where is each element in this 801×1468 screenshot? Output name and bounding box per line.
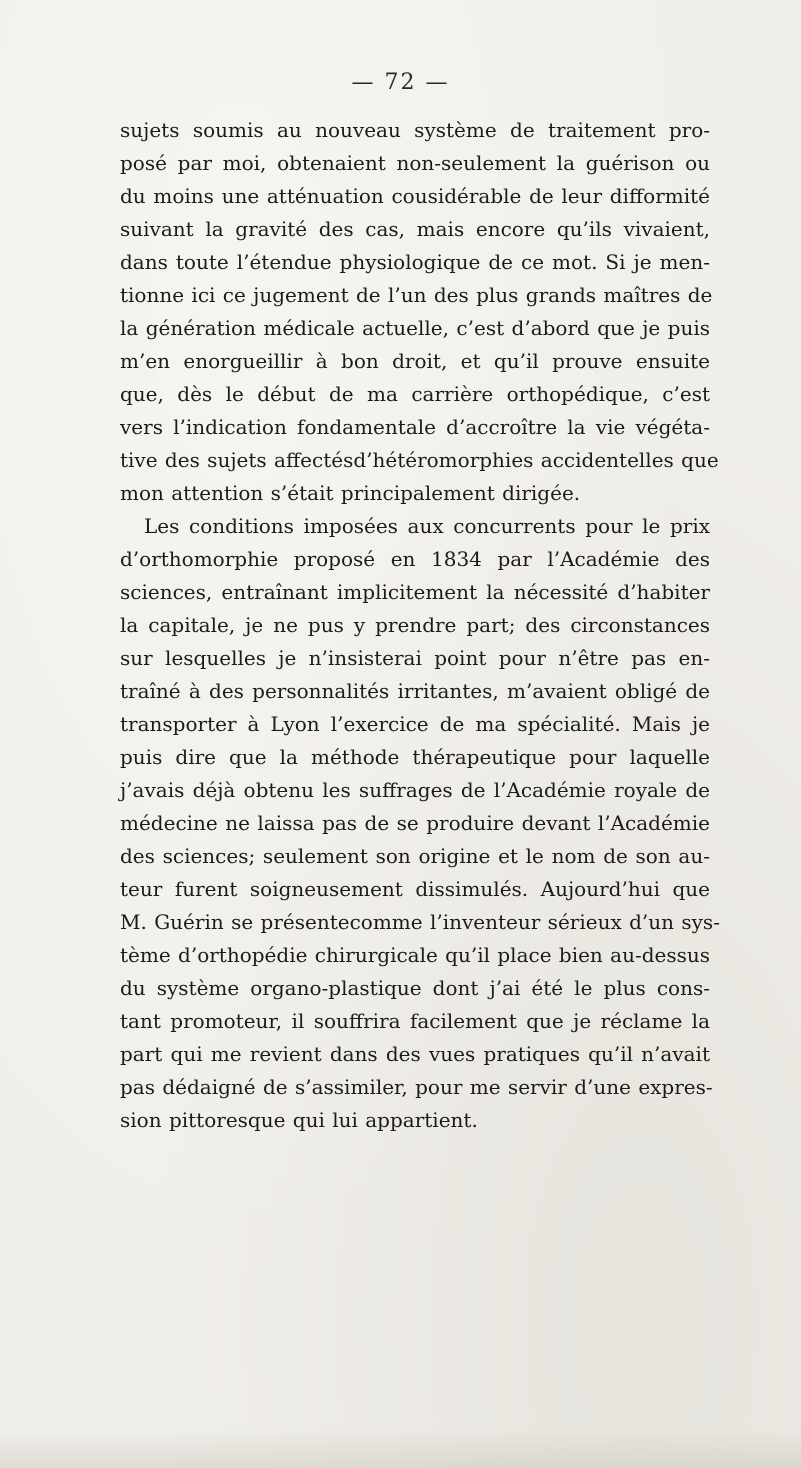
text-line: m’en enorgueillir à bon droit, et qu’il prouve ensuite (120, 349, 710, 373)
text-line: Les conditions imposées aux concurrents pour le prix (144, 514, 710, 538)
text-line: tant promoteur, il souffrira facilement que je réclame la (120, 1009, 710, 1033)
text-line: sciences, entraînant implicitement la nécessité d’habiter (120, 580, 710, 604)
text-line: que, dès le début de ma carrière orthopédique, c’est (120, 382, 710, 406)
text-line: traîné à des personnalités irritantes, m’avaient obligé de (120, 679, 710, 703)
text-line: du moins une atténuation cousidérable de leur difformité (120, 184, 710, 208)
text-line: teur furent soigneusement dissimulés. Aujourd’hui que (120, 877, 710, 901)
text-line: mon attention s’était principalement dirigée. (120, 481, 581, 505)
text-line: M. Guérin se présentecomme l’inventeur sérieux d’un sys- (120, 910, 720, 934)
text-line: la capitale, je ne pus y prendre part; des circonstances (120, 613, 710, 637)
text-line: la génération médicale actuelle, c’est d’abord que je puis (120, 316, 710, 340)
text-line: puis dire que la méthode thérapeutique pour laquelle (120, 745, 710, 769)
body-text (120, 114, 720, 1137)
text-line: tème d’orthopédie chirurgicale qu’il place bien au-dessus (120, 943, 711, 967)
text-line: j’avais déjà obtenu les suffrages de l’Académie royale de (120, 778, 710, 802)
text-line: sion pittoresque qui lui appartient. (120, 1108, 478, 1132)
text-line: suivant la gravité des cas, mais encore qu’ils vivaient, (120, 217, 710, 241)
text-line: dans toute l’étendue physiologique de ce mot. Si je men- (120, 250, 710, 274)
text-line: d’orthomorphie proposé en 1834 par l’Académie des (120, 547, 710, 571)
text-line: pas dédaigné de s’assimiler, pour me servir d’une expres- (120, 1075, 713, 1099)
text-line: vers l’indication fondamentale d’accroître la vie végéta- (120, 415, 710, 439)
text-line: transporter à Lyon l’exercice de ma spécialité. Mais je (120, 712, 710, 736)
text-line: sur lesquelles je n’insisterai point pour n’être pas en- (120, 646, 710, 670)
text-line: tionne ici ce jugement de l’un des plus grands maîtres de (120, 283, 713, 307)
text-line: des sciences; seulement son origine et le nom de son au- (120, 844, 710, 868)
text-line: part qui me revient dans des vues pratiques qu’il n’avait (120, 1042, 710, 1066)
page-number: — 72 — (351, 70, 450, 95)
text-line: posé par moi, obtenaient non-seulement la guérison ou (120, 151, 710, 175)
text-line: tive des sujets affectésd’hétéromorphies accidentelles que (120, 448, 719, 472)
text-line: du système organo-plastique dont j’ai été le plus cons- (120, 976, 710, 1000)
text-line: médecine ne laissa pas de se produire devant l’Académie (120, 811, 710, 835)
text-line: sujets soumis au nouveau système de traitement pro- (120, 118, 710, 142)
scan-edge-shadow (0, 1428, 801, 1468)
